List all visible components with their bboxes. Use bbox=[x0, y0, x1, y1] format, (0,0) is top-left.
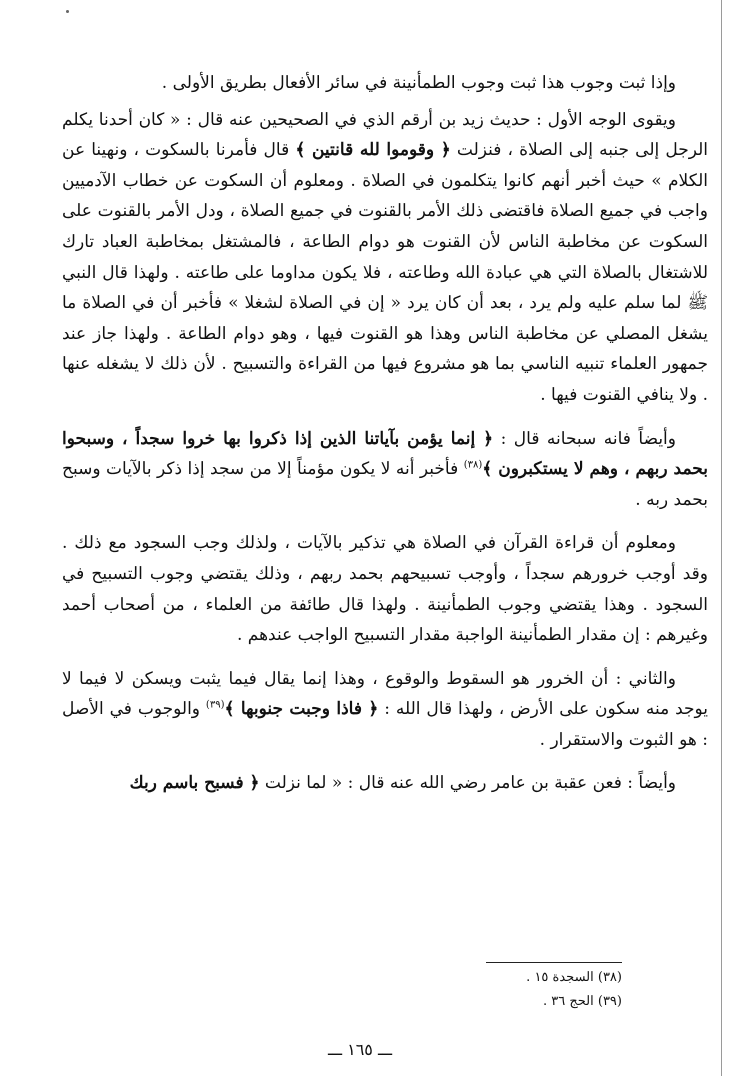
quran-verse-hajj: ﴿ فاذا وجبت جنوبها ﴾ bbox=[224, 699, 379, 720]
paragraph-2-text-b: قال فأمرنا بالسكوت ، ونهينا عن الكلام » حيث أخبر أنهم كانوا يتكلمون في الصلاة . ومعلوم أن السكوت عن خطاب الآدميين واجب في جميع الصلاة فاقتضى ذلك الأمر بالقنوت في جميع الصلاة ، ودل الأمر بالقنوت على السكوت عن مخاطبة الناس لأن القنوت هو دوام الطاعة ، فالمشتغل بمخاطبة العباد تارك للاشتغال بالصلاة التي هي عبادة الله وطاعته ، فلا يكون مداوما على طاعته . ولهذا قال النبي ﷺ لما سلم عليه ولم يرد ، بعد أن كان يرد « إن في الصلاة لشغلا » فأخبر أن في الصلاة ما يشغل المصلي عن مخاطبة الناس وهذا هو القنوت فيها ، وهو دوام الطاعة . ولهذا جاز عند جمهور العلماء تنبيه الناسي بما هو مشروع فيها من القراءة والتسبيح . لأن ذلك لا يشغله عنها . ولا ينافي القنوت فيها . bbox=[62, 140, 708, 405]
paragraph-1 bbox=[62, 68, 708, 99]
footnote-separator bbox=[486, 962, 622, 963]
paragraph-3-text-b: فأخبر أنه لا يكون مؤمناً إلا من سجد إذا ذكر بالآيات وسبح بحمد ربه . bbox=[62, 459, 708, 510]
paragraph-6 bbox=[62, 768, 708, 799]
page-number: ـــ ١٦٥ ـــ bbox=[327, 1040, 393, 1059]
footnotes bbox=[430, 966, 622, 1014]
paragraph-3-text-a: وأيضاً فانه سبحانه قال : bbox=[500, 428, 676, 449]
paragraph-6-text-a: وأيضاً : فعن عقبة بن عامر رضي الله عنه قال : « لما نزلت bbox=[264, 773, 676, 794]
quran-verse-sajda: ﴿ إنما يؤمن بآياتنا الذين إذا ذكروا بها خروا سجداً ، وسبحوا بحمد ربهم ، وهم لا يستكبرون ﴾ bbox=[62, 428, 709, 480]
footnote-ref-39: (٣٩) bbox=[205, 699, 225, 711]
paragraph-5 bbox=[62, 664, 708, 756]
footnote-ref-38: (٣٨) bbox=[463, 459, 483, 471]
quran-verse-qanitin: ﴿ وقوموا لله قانتين ﴾ bbox=[295, 140, 451, 161]
main-text bbox=[62, 68, 708, 812]
scan-speck bbox=[66, 10, 69, 13]
paragraph-4 bbox=[62, 528, 708, 650]
paragraph-1-text: وإذا ثبت وجوب هذا ثبت وجوب الطمأنينة في سائر الأفعال بطريق الأولى . bbox=[161, 73, 676, 93]
paragraph-3 bbox=[62, 424, 708, 516]
quran-verse-sabbih: ﴿ فسبح باسم ربك bbox=[129, 773, 260, 794]
paragraph-5-text-b: والوجوب في الأصل : هو الثبوت والاستقرار . bbox=[62, 699, 708, 750]
footnote-39: (٣٩) الحج ٣٦ . bbox=[543, 994, 622, 1009]
page-edge-rule bbox=[721, 0, 722, 1076]
footnote-38: (٣٨) السجدة ١٥ . bbox=[526, 970, 622, 985]
paragraph-2-text-a: ويقوى الوجه الأول : حديث زيد بن أرقم الذي في الصحيحين عنه قال : « كان أحدنا يكلم الرجل إلى جنبه إلى الصلاة ، فنزلت bbox=[62, 109, 709, 161]
paragraph-4-text: ومعلوم أن قراءة القرآن في الصلاة هي تذكير بالآيات ، ولذلك وجب السجود مع ذلك . وقد أوجب خرورهم سجداً ، وأوجب تسبيحهم بحمد ربهم ، وذلك يقتضي وجوب التسبيح في السجود . وهذا يقتضي وجوب الطمأنينة . ولهذا قال طائفة من العلماء ، من أصحاب أحمد وغيرهم : إن مقدار الطمأنينة الواجبة مقدار التسبيح الواجب عندهم . bbox=[62, 533, 708, 646]
paragraph-5-text-a: والثاني : أن الخرور هو السقوط والوقوع ، وهذا إنما يقال فيما يثبت ويسكن لا فيما لا يوجد منه سكون على الأرض ، ولهذا قال الله : bbox=[62, 668, 709, 720]
paragraph-2 bbox=[62, 105, 708, 411]
